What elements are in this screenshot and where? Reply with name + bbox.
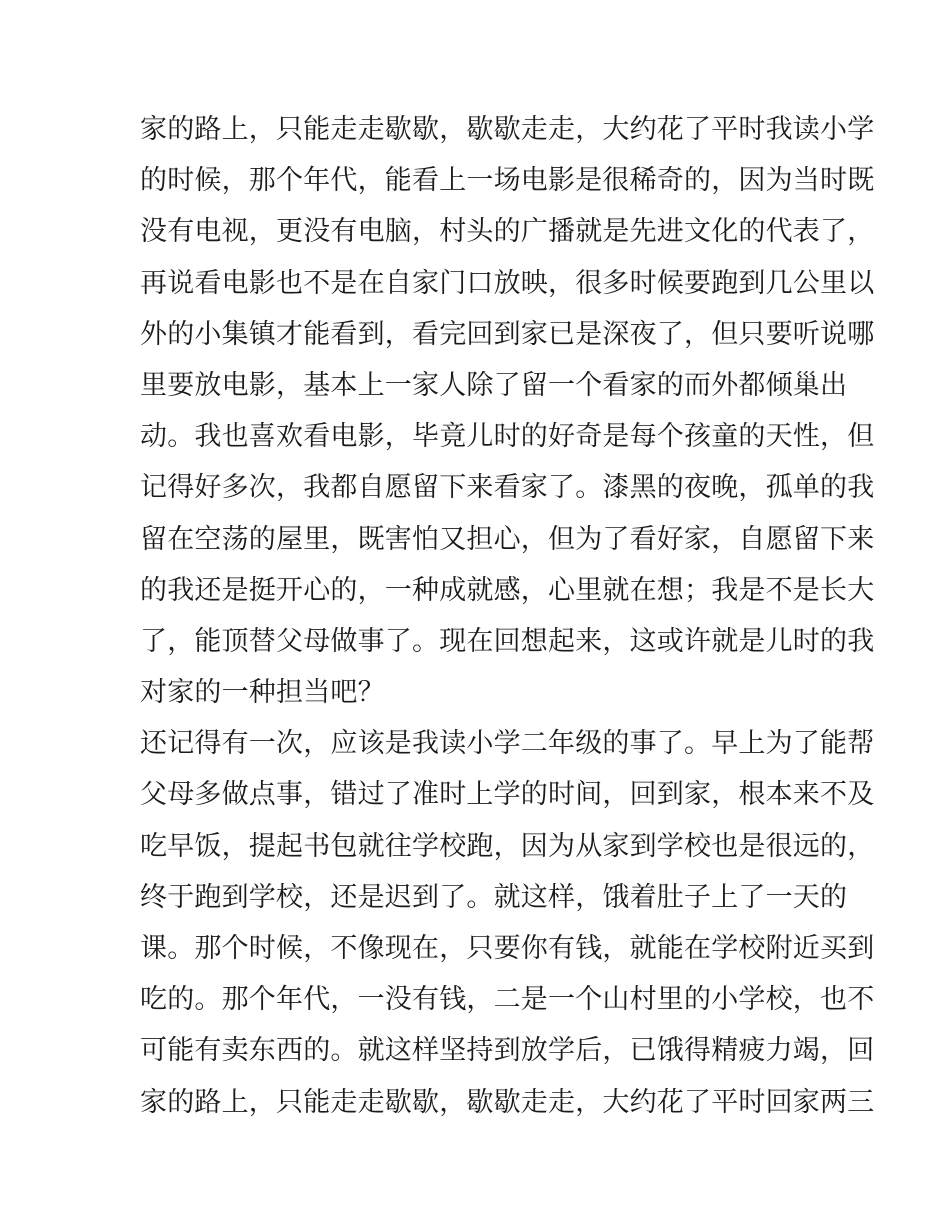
text-line: 留在空荡的屋里，既害怕又担心，但为了看好家，自愿留下来 [140,523,875,555]
body-text [140,104,875,1128]
text-line: 的我还是挺开心的，一种成就感，心里就在想；我是不是长大 [140,574,875,606]
text-line: 外的小集镇才能看到，看完回到家已是深夜了，但只要听说哪 [140,318,875,350]
text-line: 家的路上，只能走走歇歇，歇歇走走，大约花了平时回家两三 [140,1086,875,1118]
text-line: 对家的一种担当吧？ [140,677,385,709]
text-line: 父母多做点事，错过了准时上学的时间，回到家，根本来不及 [140,779,875,811]
text-line: 还记得有一次，应该是我读小学二年级的事了。早上为了能帮 [140,728,875,760]
text-line: 吃的。那个年代，一没有钱，二是一个山村里的小学校，也不 [140,984,875,1016]
text-line: 可能有卖东西的。就这样坚持到放学后，已饿得精疲力竭，回 [140,1035,875,1067]
text-line: 吃早饭，提起书包就往学校跑，因为从家到学校也是很远的， [140,830,875,862]
text-line: 再说看电影也不是在自家门口放映，很多时候要跑到几公里以 [140,267,875,299]
text-line: 课。那个时候，不像现在，只要你有钱，就能在学校附近买到 [140,933,875,964]
text-line: 记得好多次，我都自愿留下来看家了。漆黑的夜晚，孤单的我 [140,472,875,504]
text-line: 终于跑到学校，还是迟到了。就这样，饿着肚子上了一天的 [140,881,848,913]
text-line: 里要放电影，基本上一家人除了留一个看家的而外都倾巢出 [140,369,848,401]
text-line: 的时候，那个年代，能看上一场电影是很稀奇的，因为当时既 [140,165,875,197]
text-line: 没有电视，更没有电脑，村头的广播就是先进文化的代表了， [140,216,875,248]
text-line: 动。我也喜欢看电影，毕竟儿时的好奇是每个孩童的天性，但 [140,421,875,453]
text-line: 家的路上，只能走走歇歇，歇歇走走，大约花了平时我读小学 [140,114,875,145]
text-line: 了，能顶替父母做事了。现在回想起来，这或许就是儿时的我 [140,625,875,657]
